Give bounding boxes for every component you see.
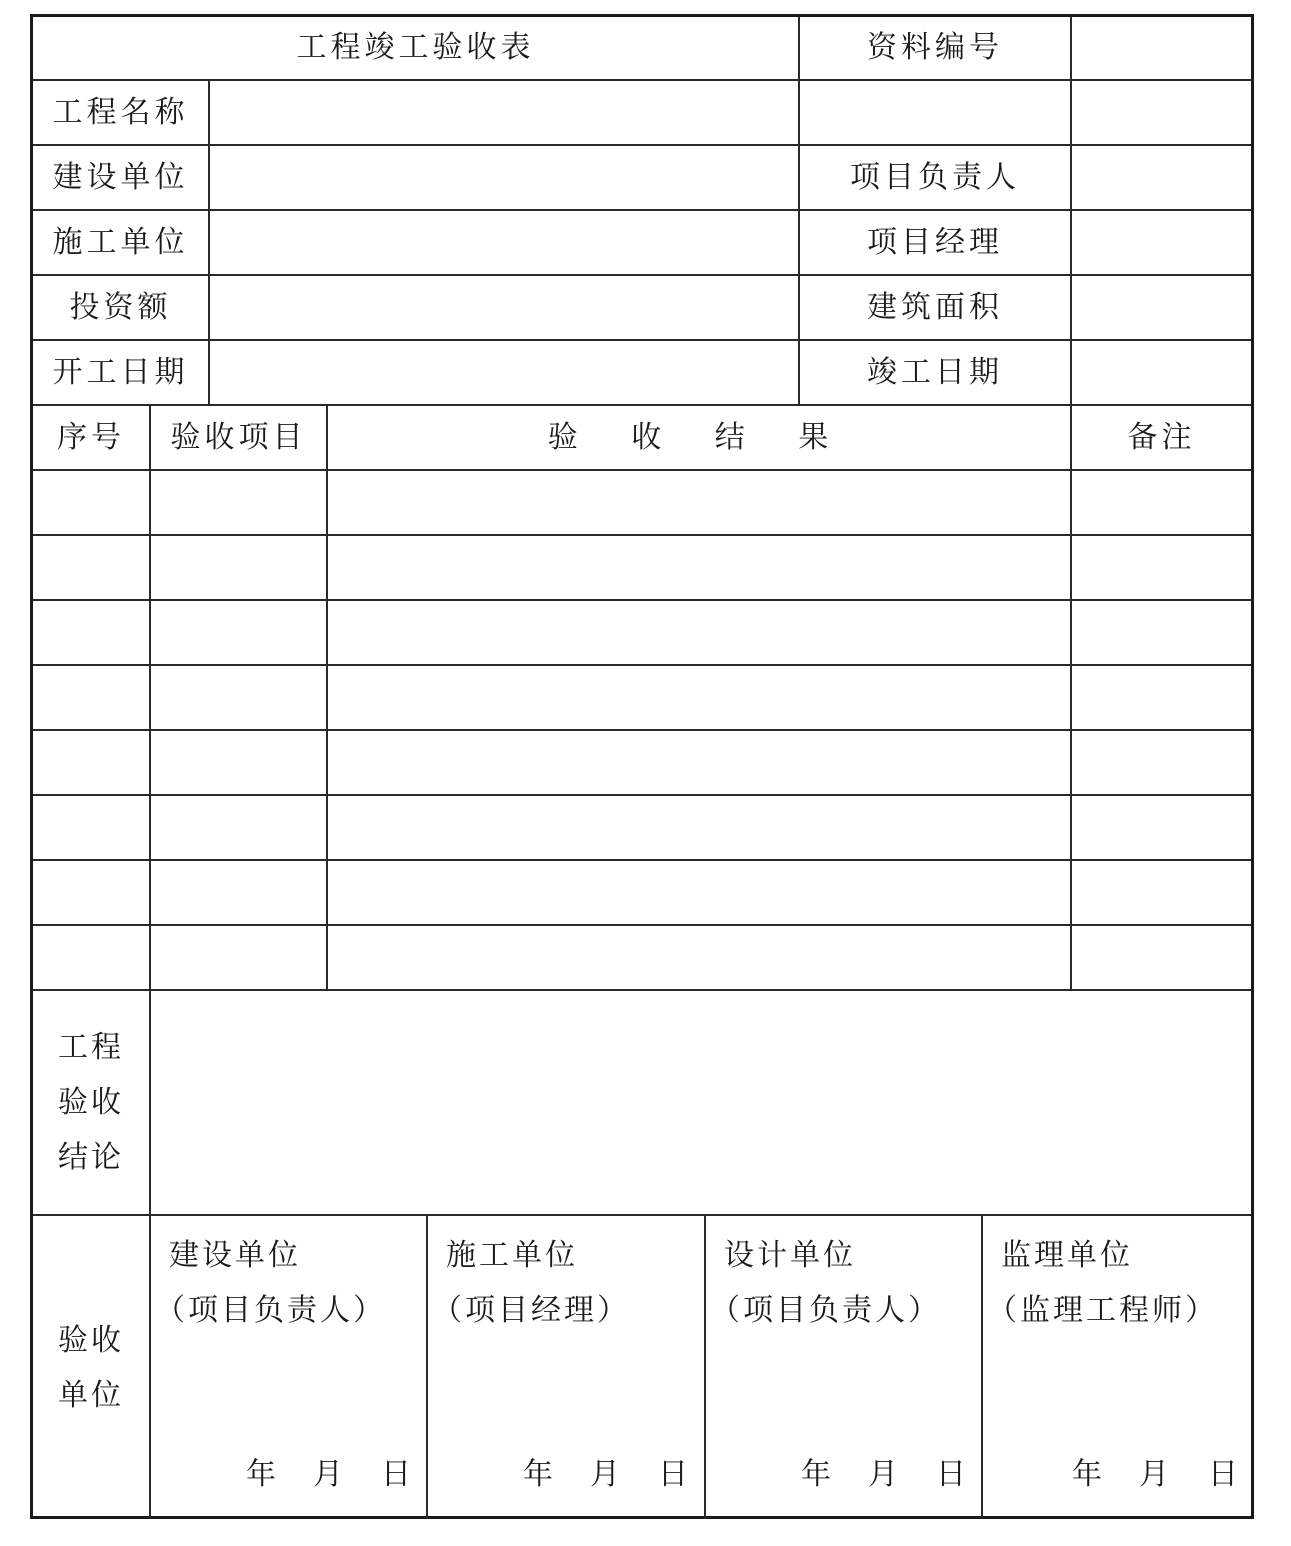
party-date-day: 日 bbox=[381, 1457, 411, 1492]
info-value-project-lead[interactable] bbox=[1072, 146, 1251, 209]
info-value-investment[interactable] bbox=[210, 276, 798, 339]
row-result[interactable] bbox=[328, 861, 1070, 924]
row-remark[interactable] bbox=[1072, 666, 1251, 729]
doc-no-label: 资料编号 bbox=[867, 30, 1003, 65]
info-label-owner: 建设单位 bbox=[52, 159, 189, 195]
acceptance-label bbox=[33, 1216, 149, 1519]
conclusion-label-line-2: 验收 bbox=[58, 1085, 124, 1120]
party-date-month: 月 bbox=[1139, 1457, 1169, 1492]
info-value-completion-date[interactable] bbox=[1072, 341, 1251, 404]
conclusion-label bbox=[33, 991, 149, 1214]
row-item[interactable] bbox=[151, 666, 326, 729]
info-value-project-name[interactable] bbox=[210, 81, 798, 144]
row-no[interactable] bbox=[33, 471, 149, 534]
party-unit: 建设单位 bbox=[169, 1238, 301, 1273]
info-label-contractor: 施工单位 bbox=[52, 224, 189, 260]
info-label-project-manager: 项目经理 bbox=[867, 224, 1003, 260]
conclusion-label-line-3: 结论 bbox=[58, 1140, 124, 1175]
acceptance-label-line-2: 单位 bbox=[58, 1377, 124, 1413]
conclusion-label-line-1: 工程 bbox=[58, 1030, 124, 1065]
party-date-day: 日 bbox=[658, 1457, 688, 1492]
party-date-month: 月 bbox=[313, 1457, 343, 1492]
row-remark[interactable] bbox=[1072, 796, 1251, 859]
acceptance-label-line-1: 验收 bbox=[58, 1322, 124, 1358]
info-label-start-date: 开工日期 bbox=[52, 354, 189, 390]
row-remark[interactable] bbox=[1072, 536, 1251, 599]
row-no[interactable] bbox=[33, 666, 149, 729]
header-no: 序号 bbox=[57, 419, 125, 455]
info-value-floor-area[interactable] bbox=[1072, 276, 1251, 339]
row-result[interactable] bbox=[328, 471, 1070, 534]
row-remark[interactable] bbox=[1072, 731, 1251, 794]
row-no[interactable] bbox=[33, 536, 149, 599]
conclusion-field[interactable] bbox=[151, 991, 1251, 1214]
header-remark: 备注 bbox=[1127, 419, 1196, 455]
info-value-project-manager[interactable] bbox=[1072, 211, 1251, 274]
row-item[interactable] bbox=[151, 601, 326, 664]
party-date-day: 日 bbox=[936, 1457, 966, 1492]
party-role: （项目负责人） bbox=[710, 1293, 941, 1328]
party-unit: 设计单位 bbox=[724, 1238, 856, 1273]
row-item[interactable] bbox=[151, 731, 326, 794]
party-date-year: 年 bbox=[1072, 1457, 1102, 1492]
info-label-investment: 投资额 bbox=[69, 289, 172, 325]
row-remark[interactable] bbox=[1072, 601, 1251, 664]
party-unit: 监理单位 bbox=[1001, 1238, 1133, 1273]
row-no[interactable] bbox=[33, 601, 149, 664]
party-role: （监理工程师） bbox=[987, 1293, 1218, 1328]
info-value-start-date[interactable] bbox=[210, 341, 798, 404]
row-no[interactable] bbox=[33, 796, 149, 859]
row-remark[interactable] bbox=[1072, 471, 1251, 534]
row-result[interactable] bbox=[328, 666, 1070, 729]
party-block-owner[interactable] bbox=[151, 1216, 426, 1519]
header-result: 验 收 结 果 bbox=[547, 419, 851, 455]
row-result[interactable] bbox=[328, 601, 1070, 664]
info-label-project-name: 工程名称 bbox=[52, 94, 189, 130]
acceptance-form bbox=[30, 14, 1254, 1519]
row-result[interactable] bbox=[328, 731, 1070, 794]
party-block-supervisor[interactable] bbox=[983, 1216, 1251, 1519]
info-label-completion-date: 竣工日期 bbox=[867, 354, 1003, 390]
party-date-year: 年 bbox=[801, 1457, 831, 1492]
info-value-owner[interactable] bbox=[210, 146, 798, 209]
info-label-blank bbox=[800, 81, 1070, 144]
header-item: 验收项目 bbox=[170, 419, 307, 455]
row-result[interactable] bbox=[328, 796, 1070, 859]
row-no[interactable] bbox=[33, 926, 149, 989]
info-label-project-lead: 项目负责人 bbox=[850, 159, 1020, 195]
row-item[interactable] bbox=[151, 471, 326, 534]
row-no[interactable] bbox=[33, 731, 149, 794]
row-item[interactable] bbox=[151, 796, 326, 859]
party-date-year: 年 bbox=[246, 1457, 276, 1492]
party-date-month: 月 bbox=[590, 1457, 620, 1492]
row-item[interactable] bbox=[151, 861, 326, 924]
party-block-contractor[interactable] bbox=[428, 1216, 704, 1519]
info-value-blank[interactable] bbox=[1072, 81, 1251, 144]
party-date-month: 月 bbox=[868, 1457, 898, 1492]
row-item[interactable] bbox=[151, 926, 326, 989]
info-label-floor-area: 建筑面积 bbox=[867, 289, 1003, 325]
form-title: 工程竣工验收表 bbox=[296, 30, 535, 65]
party-date-day: 日 bbox=[1208, 1457, 1238, 1492]
row-result[interactable] bbox=[328, 926, 1070, 989]
row-item[interactable] bbox=[151, 536, 326, 599]
row-remark[interactable] bbox=[1072, 926, 1251, 989]
row-result[interactable] bbox=[328, 536, 1070, 599]
doc-no-field[interactable] bbox=[1072, 17, 1251, 79]
party-block-designer[interactable] bbox=[706, 1216, 981, 1519]
party-date-year: 年 bbox=[523, 1457, 553, 1492]
row-no[interactable] bbox=[33, 861, 149, 924]
info-value-contractor[interactable] bbox=[210, 211, 798, 274]
party-unit: 施工单位 bbox=[446, 1238, 578, 1273]
party-role: （项目经理） bbox=[432, 1293, 630, 1328]
row-remark[interactable] bbox=[1072, 861, 1251, 924]
party-role: （项目负责人） bbox=[155, 1293, 386, 1328]
